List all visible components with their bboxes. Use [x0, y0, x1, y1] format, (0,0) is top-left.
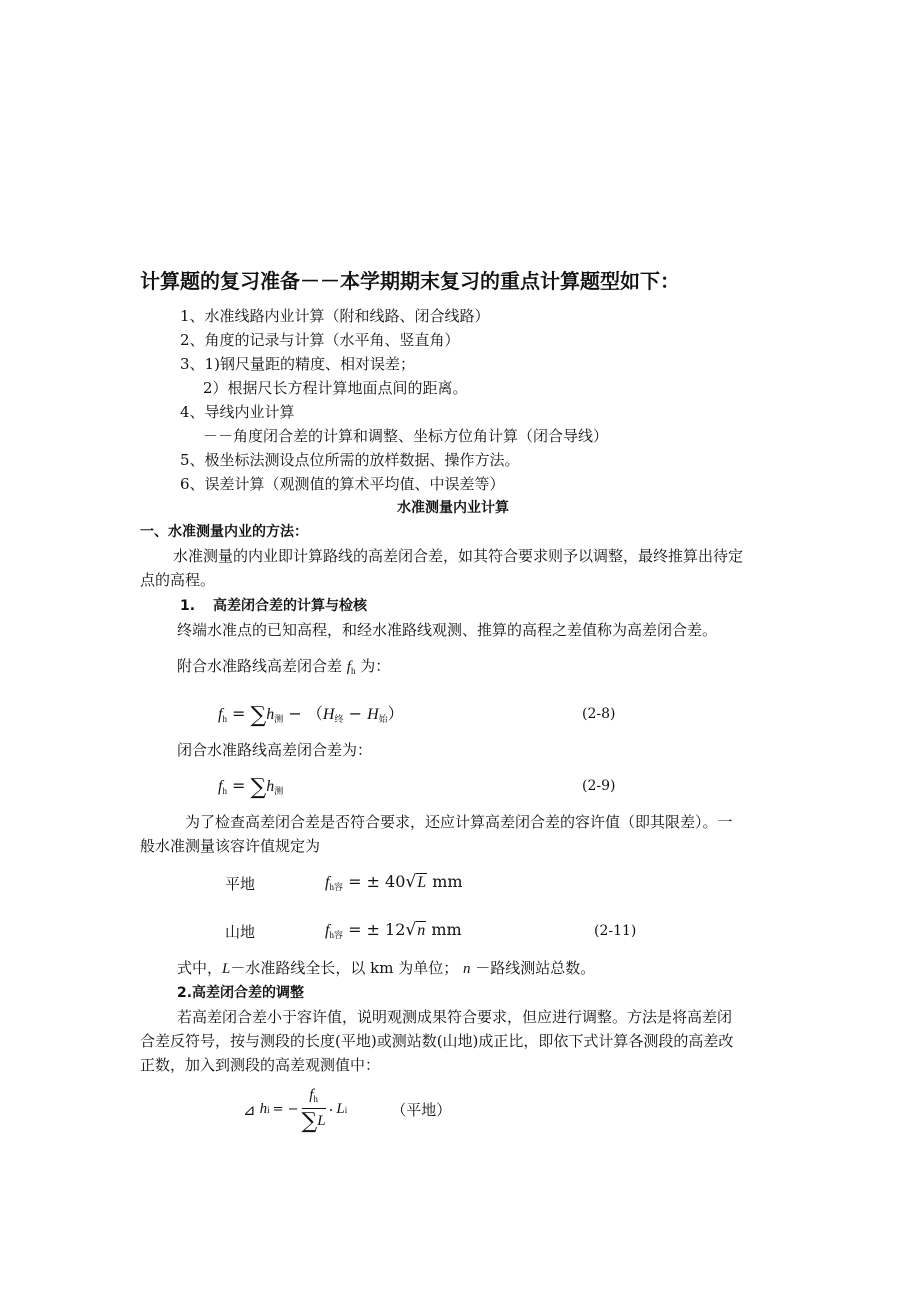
paragraph-line: 终端水准点的已知高程，和经水准路线观测、推算的高程之差值称为高差闭合差。 [177, 621, 718, 639]
sum-sign: ∑ [250, 703, 267, 728]
list-item: 5、极坐标法测设点位所需的放样数据、操作方法。 [180, 451, 520, 469]
subscript-i: i [267, 1104, 270, 1115]
paragraph-line: 水准测量的内业即计算路线的高差闭合差，如其符合要求则予以调整，最终推算出待定 [173, 547, 744, 565]
sqrt-sign: √ [405, 872, 417, 892]
list-item: 4、导线内业计算 [180, 403, 295, 421]
paragraph-line: 合差反符号，按与测段的长度(平地)或测站数(山地)成正比，即依下式计算各测段的高差改 [140, 1032, 734, 1050]
flat-tolerance-formula [325, 872, 463, 898]
label-text: 为： [360, 657, 391, 675]
formula-2-8 [218, 704, 404, 730]
symbol-H: H [322, 706, 335, 723]
symbol-H: H [367, 706, 379, 723]
list-item: 2）根据尺长方程计算地面点间的距离。 [203, 379, 468, 397]
part-heading: 一、水准测量内业的方法： [140, 524, 308, 540]
label-text: 附合水准路线高差闭合差 [177, 657, 343, 675]
variable-L-description: －水准路线全长，以 km 为单位； [230, 959, 459, 977]
subscript-measured: 测 [274, 715, 284, 725]
formula-2-9 [218, 776, 283, 802]
symbol-f: f [309, 1087, 314, 1103]
delta-symbol: ⊿ [243, 1100, 256, 1119]
equals-sign: = [232, 776, 246, 795]
close-paren: ） [387, 704, 404, 723]
symbol-L: L [336, 1101, 345, 1117]
equals-sign: = [232, 704, 246, 723]
symbol-h: h [266, 778, 275, 795]
equation-number: (2-8) [582, 706, 616, 722]
minus-sign: − [288, 704, 302, 723]
section-heading: 水准测量内业计算 [397, 500, 509, 516]
paragraph-line: 般水准测量该容许值规定为 [140, 837, 321, 855]
paragraph-line: 点的高程。 [140, 571, 216, 589]
list-item: 6、误差计算（观测值的算术平均值、中误差等） [180, 475, 505, 493]
attached-route-label [177, 656, 390, 681]
subscript-i: i [344, 1104, 348, 1115]
subscript-end: 终 [334, 715, 344, 725]
subscript-start: 始 [378, 715, 388, 725]
plus-minus-coefficient: = ± 12 [348, 920, 406, 939]
list-item: 1、水准线路内业计算（附和线路、闭合线路） [180, 307, 490, 325]
fraction-denominator [302, 1109, 326, 1133]
unit: mm [431, 920, 462, 939]
equation-number: (2-11) [594, 923, 637, 939]
list-item: －－角度闭合差的计算和调整、坐标方位角计算（闭合导线） [203, 427, 609, 445]
symbol-h-subscript: h [222, 786, 227, 796]
symbol-f: f [346, 659, 351, 675]
fraction-numerator [302, 1086, 326, 1109]
symbol-L: L [317, 1113, 326, 1129]
variable-L: L [417, 874, 427, 891]
list-item: 3、1)钢尺量距的精度、相对误差； [180, 355, 415, 373]
where-clause [177, 958, 595, 979]
correction-formula [243, 1086, 451, 1133]
symbol-f: f [325, 922, 330, 939]
page-title: 计算题的复习准备－－本学期期末复习的重点计算题型如下： [140, 269, 680, 293]
subscript-allowable: 容 [333, 883, 343, 893]
open-paren: （ [306, 704, 323, 723]
variable-L: L [222, 961, 231, 977]
symbol-h: h [259, 1101, 268, 1117]
symbol-h-subscript: h [350, 666, 356, 676]
symbol-h-subscript: h [329, 930, 334, 940]
where-prefix: 式中， [177, 959, 223, 977]
symbol-h-subscript: h [313, 1094, 318, 1104]
unit: mm [432, 872, 463, 891]
subscript-measured: 测 [274, 787, 284, 797]
paragraph-line: 若高差闭合差小于容许值，说明观测成果符合要求，但应进行调整。方法是将高差闭 [177, 1008, 733, 1026]
sum-sign: ∑ [250, 775, 267, 800]
subscript-allowable: 容 [333, 931, 343, 941]
variable-n: n [463, 961, 471, 977]
equation-number: (2-9) [582, 778, 616, 794]
plus-minus-coefficient: = ± 40 [348, 872, 406, 891]
paragraph-line: 为了检查高差闭合差是否符合要求，还应计算高差闭合差的容许值（即其限差）。一 [185, 813, 733, 831]
subsection-heading: 高差闭合差的计算与检核 [213, 598, 367, 614]
symbol-h: h [266, 706, 275, 723]
subsection-number: 1. [180, 598, 196, 614]
multiply-dot: · [328, 1100, 334, 1119]
fraction [302, 1086, 326, 1133]
closed-route-label: 闭合水准路线高差闭合差为： [177, 741, 373, 759]
hill-tolerance-formula [325, 920, 462, 946]
flat-terrain-label: 平地 [225, 875, 256, 893]
subsection-heading: 2.高差闭合差的调整 [177, 985, 305, 1001]
minus-sign: − [348, 704, 362, 723]
symbol-h-subscript: h [222, 714, 227, 724]
symbol-h-subscript: h [329, 882, 334, 892]
list-item: 2、角度的记录与计算（水平角、竖直角） [180, 331, 460, 349]
sqrt-sign: √ [405, 920, 417, 940]
symbol-f: f [218, 778, 223, 795]
hill-terrain-label: 山地 [225, 923, 256, 941]
variable-n: n [417, 922, 426, 939]
equals-negative: = − [272, 1102, 299, 1117]
symbol-f: f [218, 706, 223, 723]
variable-n-description: －路线测站总数。 [475, 959, 596, 977]
formula-note: （平地） [391, 1101, 452, 1119]
sum-sign: ∑ [301, 1109, 318, 1134]
symbol-f: f [325, 874, 330, 891]
paragraph-line: 正数，加入到测段的高差观测值中： [140, 1056, 381, 1074]
